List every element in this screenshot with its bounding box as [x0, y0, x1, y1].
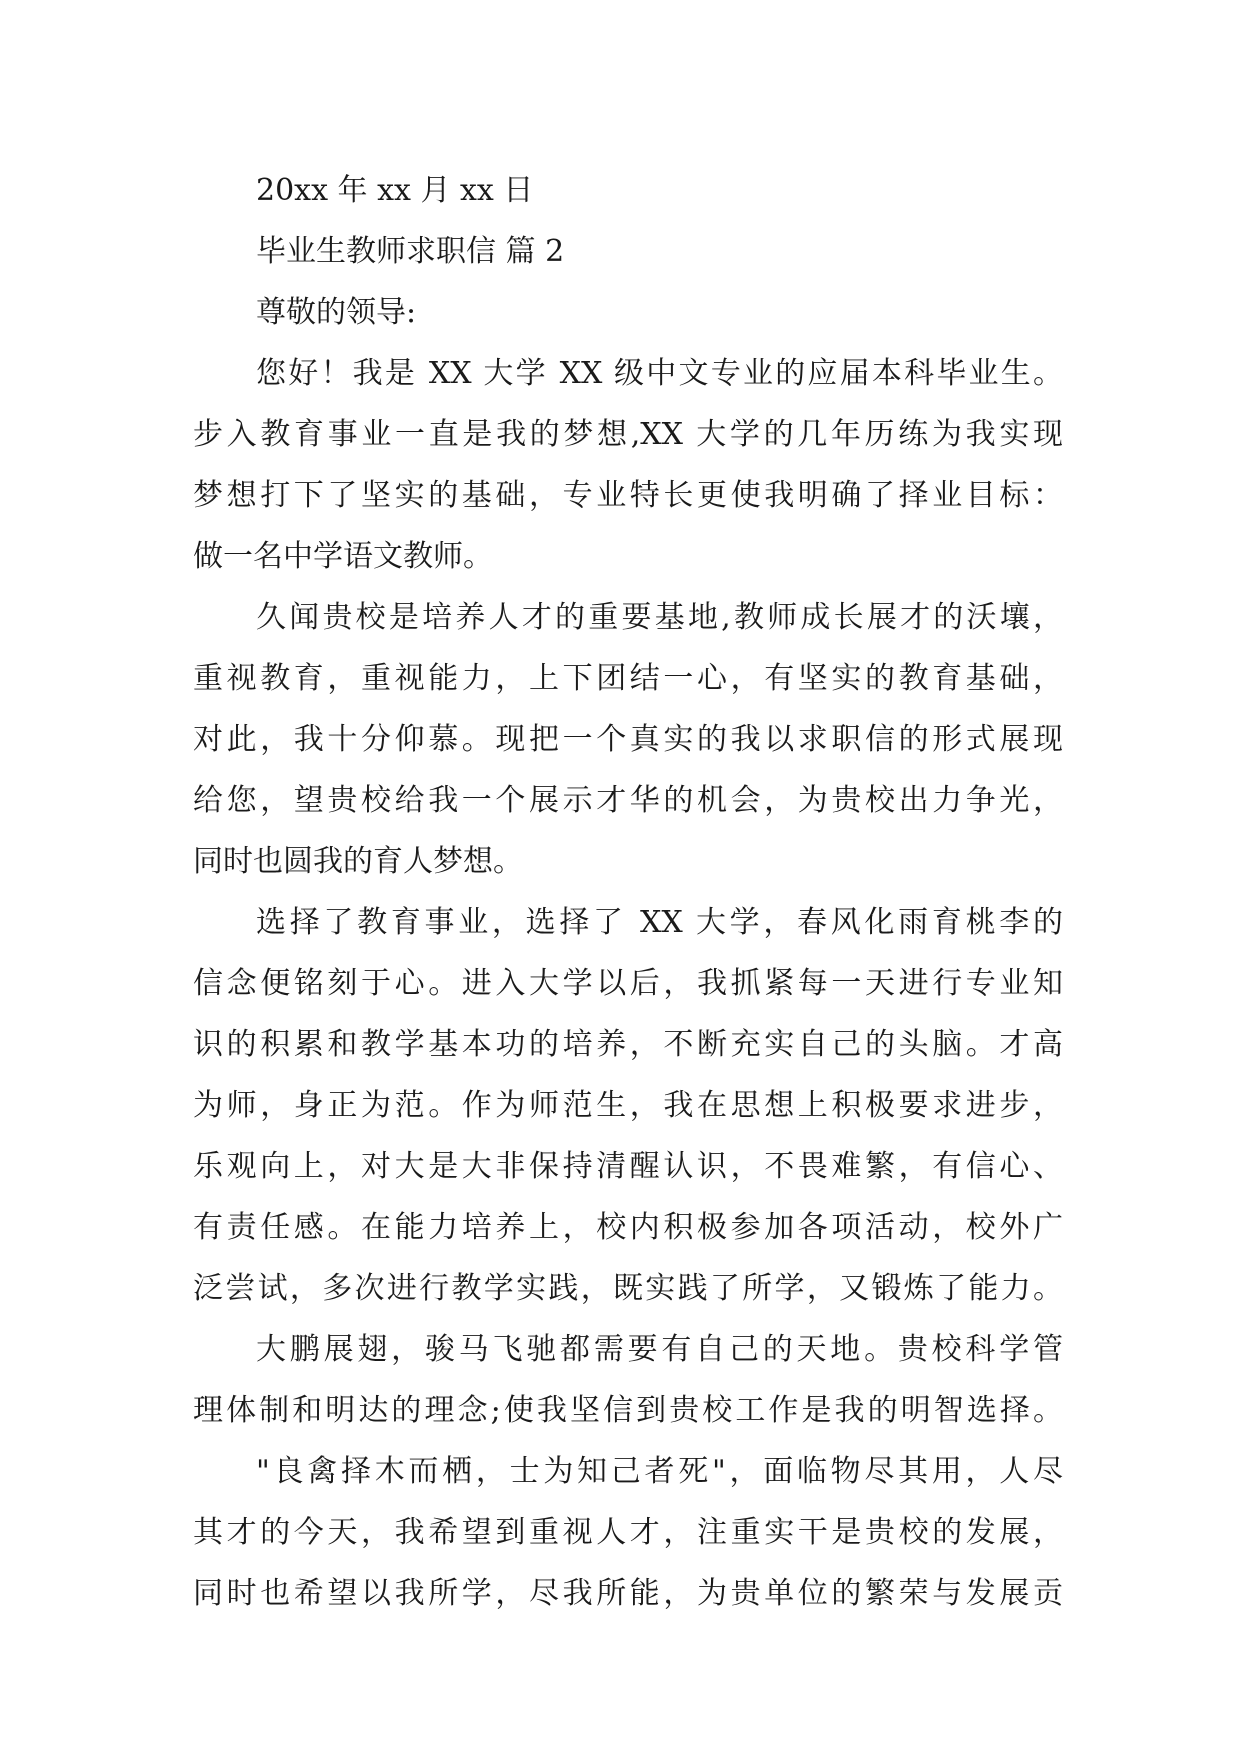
paragraph-line: 梦想打下了坚实的基础，专业特长更使我明确了择业目标： [193, 478, 1063, 513]
paragraph-line: 选择了教育事业，选择了 XX 大学，春风化雨育桃李的 [256, 905, 1063, 940]
date-line: 20xx 年 xx 月 xx 日 [256, 173, 534, 208]
letter-body [193, 160, 1063, 1624]
paragraph-line: 信念便铭刻于心。进入大学以后，我抓紧每一天进行专业知 [193, 966, 1063, 1001]
paragraph-line: 步入教育事业一直是我的梦想,XX 大学的几年历练为我实现 [193, 417, 1063, 452]
salutation: 尊敬的领导: [256, 295, 417, 330]
paragraph-line: 大鹏展翅，骏马飞驰都需要有自己的天地。贵校科学管 [256, 1332, 1063, 1367]
paragraph-line: 做一名中学语文教师。 [193, 539, 493, 574]
paragraph-line: 久闻贵校是培养人才的重要基地,教师成长展才的沃壤， [256, 600, 1063, 635]
paragraph-line: 乐观向上，对大是大非保持清醒认识，不畏难繁，有信心、 [193, 1149, 1063, 1184]
paragraph-line: "良禽择木而栖，士为知己者死"，面临物尽其用，人尽 [256, 1454, 1063, 1489]
section-title: 毕业生教师求职信 篇 2 [256, 234, 565, 269]
paragraph-line: 同时也希望以我所学，尽我所能，为贵单位的繁荣与发展贡 [193, 1576, 1063, 1611]
paragraph-line: 对此，我十分仰慕。现把一个真实的我以求职信的形式展现 [193, 722, 1063, 757]
paragraph-line: 理体制和明达的理念;使我坚信到贵校工作是我的明智选择。 [193, 1393, 1063, 1428]
paragraph-line: 泛尝试，多次进行教学实践，既实践了所学，又锻炼了能力。 [193, 1271, 1063, 1306]
paragraph-line: 其才的今天，我希望到重视人才，注重实干是贵校的发展， [193, 1515, 1063, 1550]
paragraph-line: 识的积累和教学基本功的培养，不断充实自己的头脑。才高 [193, 1027, 1063, 1062]
paragraph-line: 同时也圆我的育人梦想。 [193, 844, 523, 879]
paragraph-line: 重视教育，重视能力，上下团结一心，有坚实的教育基础， [193, 661, 1063, 696]
paragraph-line: 有责任感。在能力培养上，校内积极参加各项活动，校外广 [193, 1210, 1063, 1245]
paragraph-line: 为师，身正为范。作为师范生，我在思想上积极要求进步， [193, 1088, 1063, 1123]
paragraph-line: 您好！我是 XX 大学 XX 级中文专业的应届本科毕业生。 [256, 356, 1063, 391]
paragraph-line: 给您，望贵校给我一个展示才华的机会，为贵校出力争光， [193, 783, 1063, 818]
